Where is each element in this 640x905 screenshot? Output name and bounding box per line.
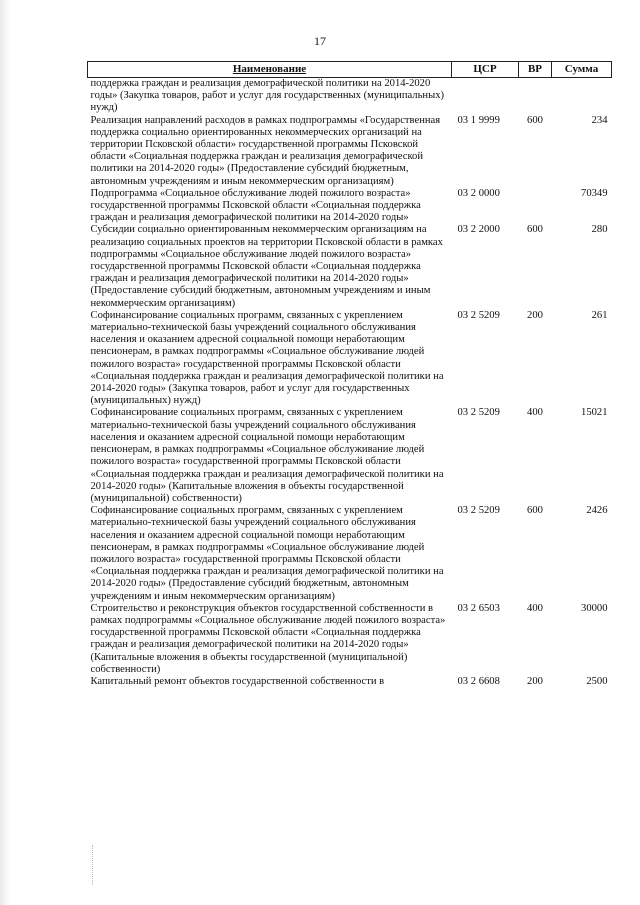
row-csr: 03 2 6608 [457, 675, 500, 687]
table-row [88, 78, 612, 115]
row-sum: 30000 [581, 602, 608, 614]
scan-marks [92, 845, 97, 885]
row-name: Строительство и реконструкция объектов государственной собственности в рамках подпрограммы «Социальное обслуживание людей пожилого возраста» государственной программы Псковской области «Социальная поддержка граждан и реализация демографической политики на 2014-2020 годы» (Капитальные вложения в объекты государственной (муниципальной) собственности) [90, 602, 446, 675]
page-number: 17 [314, 34, 326, 48]
row-vr [519, 78, 552, 115]
table-header-row [88, 62, 612, 78]
row-sum: 15021 [581, 407, 608, 419]
row-csr: 03 2 5209 [457, 407, 500, 419]
row-csr: 03 2 6503 [457, 602, 500, 614]
header-sum: Сумма [552, 62, 612, 78]
row-csr: 03 2 2000 [457, 224, 500, 236]
row-vr: 600 [527, 224, 543, 236]
row-sum: 2500 [586, 675, 608, 687]
row-name: поддержка граждан и реализация демографической политики на 2014-2020 годы» (Закупка товаров, работ и услуг для государственных (муниципальных) нужд) [90, 78, 445, 114]
table-row [88, 310, 612, 408]
row-csr: 03 2 5209 [457, 309, 500, 321]
row-vr: 200 [527, 675, 543, 687]
table-row [88, 115, 612, 188]
table-row [88, 603, 612, 676]
row-vr: 600 [527, 505, 543, 517]
header-name: Наименование [88, 62, 452, 78]
row-sum: 2426 [586, 505, 608, 517]
header-csr: ЦСР [452, 62, 519, 78]
row-csr: 03 2 5209 [457, 505, 500, 517]
row-name: Софинансирование социальных программ, связанных с укреплением материально-технической базы учреждений социального обслуживания населения и оказанием адресной социальной помощи неработающим пенсионерам, в рамках подпрограммы «Социальное обслуживание людей пожилого возраста» государственной программы Псковской области «Социальная поддержка граждан и реализация демографической политики на 2014-2020 годы» (Закупка товаров, работ и услуг для государственных (муниципальных) нужд) [90, 309, 444, 407]
table-row [88, 224, 612, 309]
row-name: Субсидии социально ориентированным некоммерческим организациям на реализацию социальных проектов на территории Псковской области в рамках подпрограммы «Социальное обслуживание людей пожилого возраста» государственной программы Псковской области «Социальная поддержка граждан и реализация демографической политики на 2014-2020 годы» (Предоставление субсидий бюджетным, автономным учреждениям и иным некоммерческим организациям) [90, 224, 443, 309]
row-csr: 03 2 0000 [457, 187, 500, 199]
table-row [88, 676, 612, 688]
row-sum: 70349 [581, 187, 608, 199]
row-vr [519, 188, 552, 225]
row-name: Реализация направлений расходов в рамках подпрограммы «Государственная поддержка социально ориентированных некоммерческих организаций на территории Псковской области» государственной программы Псковской области «Социальная поддержка граждан и реализация демографической политики на 2014-2020 годы» (Предоставление субсидий бюджетным, автономным учреждениям и иным некоммерческим организациям) [90, 114, 441, 187]
row-csr [452, 78, 519, 115]
table-row [88, 188, 612, 225]
row-vr: 600 [527, 114, 543, 126]
row-sum: 261 [591, 309, 608, 321]
table-row [88, 407, 612, 505]
table-row [88, 505, 612, 603]
header-vr: ВР [519, 62, 552, 78]
row-name: Софинансирование социальных программ, связанных с укреплением материально-технической базы учреждений социального обслуживания населения и оказанием адресной социальной помощи неработающим пенсионерам, в рамках подпрограммы «Социальное обслуживание людей пожилого возраста» государственной программы Псковской области «Социальная поддержка граждан и реализация демографической политики на 2014-2020 годы» (Капитальные вложения в объекты государственной (муниципальной) собственности) [90, 407, 444, 504]
row-vr: 400 [527, 602, 543, 614]
row-sum [552, 78, 612, 115]
row-sum: 234 [591, 114, 608, 126]
row-vr: 400 [527, 407, 543, 419]
scan-edge [0, 0, 10, 905]
row-vr: 200 [527, 309, 543, 321]
row-name: Софинансирование социальных программ, связанных с укреплением материально-технической базы учреждений социального обслуживания населения и оказанием адресной социальной помощи неработающим пенсионерам, в рамках подпрограммы «Социальное обслуживание людей пожилого возраста» государственной программы Псковской области «Социальная поддержка граждан и реализация демографической политики на 2014-2020 годы» (Предоставление субсидий бюджетным, автономным учреждениям и иным некоммерческим организациям) [90, 505, 444, 602]
budget-table [87, 61, 612, 688]
row-sum: 280 [591, 224, 608, 236]
row-csr: 03 1 9999 [457, 114, 500, 126]
row-name: Капитальный ремонт объектов государственной собственности в [90, 675, 385, 687]
row-name: Подпрограмма «Социальное обслуживание людей пожилого возраста» государственной программы Псковской области «Социальная поддержка граждан и реализация демографической политики на 2014-2020 годы» [90, 187, 421, 224]
